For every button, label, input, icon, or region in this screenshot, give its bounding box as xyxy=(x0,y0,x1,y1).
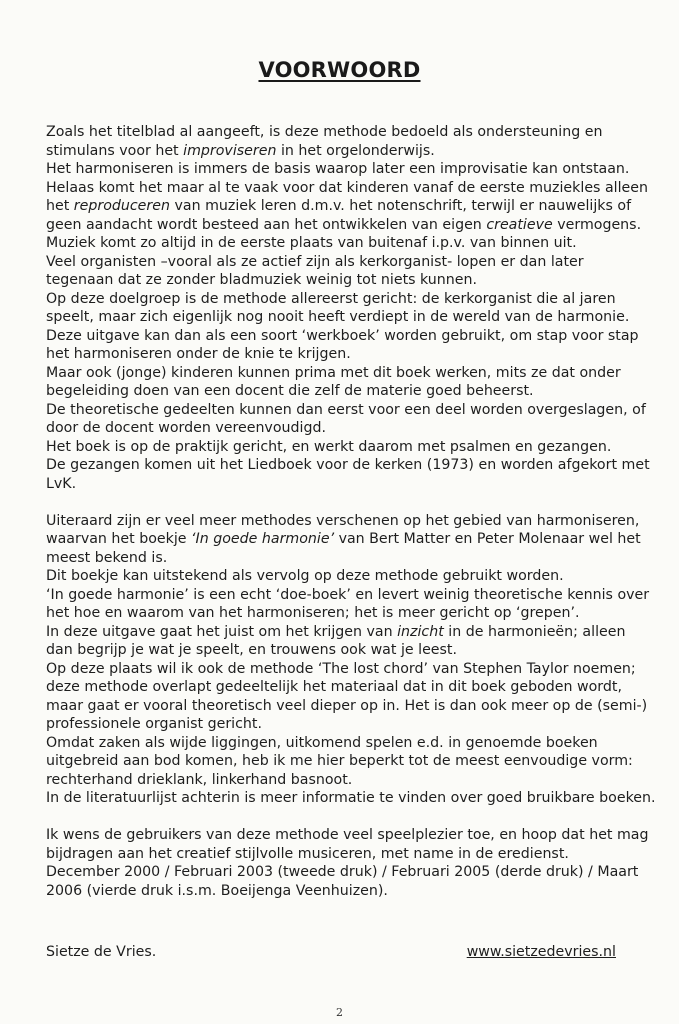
text-line: professionele organist gericht. xyxy=(46,716,262,732)
text-line: speelt, maar zich eigenlijk nog nooit heeft verdiept in de wereld van de harmonie. xyxy=(46,309,630,325)
text-line: het hoe en waarom van het harmoniseren; het is meer gericht op ‘grepen’. xyxy=(46,605,580,621)
text-line: meest bekend is. xyxy=(46,549,168,566)
paragraph-gap xyxy=(46,808,646,827)
paragraph-gap xyxy=(46,493,646,512)
text-line: LvK. xyxy=(46,475,77,492)
text-line: Deze uitgave kan dan als een soort ‘werkboek’ worden gebruikt, om stap voor stap xyxy=(46,327,639,344)
text-line: Uiteraard zijn er veel meer methodes verschenen op het gebied van harmoniseren, xyxy=(46,512,640,529)
text-line: uitgebreid aan bod komen, heb ik me hier beperkt tot de meest eenvoudige vorm: xyxy=(46,753,633,769)
paragraph xyxy=(46,123,650,493)
text-line: Omdat zaken als wijde liggingen, uitkomend spelen e.d. in genoemde boeken xyxy=(46,734,598,751)
emphasis: creatieve xyxy=(486,216,553,233)
text-line: Muziek komt zo altijd in de eerste plaats van buitenaf i.p.v. van binnen uit. xyxy=(46,235,577,251)
text-line: Op deze doelgroep is de methode allereerst gericht: de kerkorganist die al jaren xyxy=(46,290,616,307)
text-line: stimulans voor het improviseren in het orgelonderwijs. xyxy=(46,142,435,159)
text-line: 2006 (vierde druk i.s.m. Boeijenga Veenhuizen). xyxy=(46,882,388,899)
text-line: Het boek is op de praktijk gericht, en werkt daarom met psalmen en gezangen. xyxy=(46,438,612,455)
text-line: Dit boekje kan uitstekend als vervolg op deze methode gebruikt worden. xyxy=(46,568,564,584)
text-line: ‘In goede harmonie’ is een echt ‘doe-boek’ en levert weinig theoretische kennis over xyxy=(46,586,650,603)
text-line: rechterhand drieklank, linkerhand basnoot. xyxy=(46,771,353,788)
text-line: Helaas komt het maar al te vaak voor dat kinderen vanaf de eerste muziekles alleen xyxy=(46,179,648,196)
text-line: In deze uitgave gaat het juist om het krijgen van inzicht in de harmonieën; alleen xyxy=(46,623,626,640)
emphasis: ‘In goede harmonie’ xyxy=(191,531,335,547)
text-line: waarvan het boekje ‘In goede harmonie’ van Bert Matter en Peter Molenaar wel het xyxy=(46,531,641,547)
signature: Sietze de Vries. xyxy=(46,944,157,960)
emphasis: reproduceren xyxy=(73,198,170,214)
text-line: December 2000 / Februari 2003 (tweede druk) / Februari 2005 (derde druk) / Maart xyxy=(46,864,639,880)
text-line: Veel organisten –vooral als ze actief zijn als kerkorganist- lopen er dan later xyxy=(46,253,584,270)
text-line: het harmoniseren onder de knie te krijgen. xyxy=(46,346,351,362)
page-number: 2 xyxy=(336,1006,343,1019)
text-line: Het harmoniseren is immers de basis waarop later een improvisatie kan ontstaan. xyxy=(46,161,630,177)
emphasis: improviseren xyxy=(183,142,277,159)
text-line: bijdragen aan het creatief stijlvolle musiceren, met name in de eredienst. xyxy=(46,845,569,862)
website-link[interactable]: www.sietzedevries.nl xyxy=(466,944,616,960)
page-title: VOORWOORD xyxy=(258,58,421,82)
text-line: het reproduceren van muziek leren d.m.v. het notenschrift, terwijl er nauwelijks of xyxy=(46,198,632,214)
foreword-text xyxy=(46,123,656,900)
paragraph xyxy=(46,826,649,900)
text-line: De gezangen komen uit het Liedboek voor de kerken (1973) en worden afgekort met xyxy=(46,457,650,473)
text-line: tegenaan dat ze zonder bladmuziek weinig tot niets kunnen. xyxy=(46,272,478,288)
text-line: In de literatuurlijst achterin is meer informatie te vinden over goed bruikbare boeken. xyxy=(46,790,656,806)
text-line: begeleiding doen van een docent die zelf de materie goed beheerst. xyxy=(46,383,534,399)
text-line: deze methode overlapt gedeeltelijk het materiaal dat in dit boek geboden wordt, xyxy=(46,679,622,695)
paragraph xyxy=(46,512,656,808)
text-line: De theoretische gedeelten kunnen dan eerst voor een deel worden overgeslagen, of xyxy=(46,401,646,418)
text-line: Ik wens de gebruikers van deze methode veel speelplezier toe, en hoop dat het mag xyxy=(46,827,649,843)
text-line: Maar ook (jonge) kinderen kunnen prima met dit boek werken, mits ze dat onder xyxy=(46,364,621,381)
text-line: Zoals het titelblad al aangeeft, is deze methode bedoeld als ondersteuning en xyxy=(46,124,603,140)
emphasis: inzicht xyxy=(397,623,444,640)
text-line: dan begrijp je wat je speelt, en trouwens ook wat je leest. xyxy=(46,642,457,658)
text-line: door de docent worden vereenvoudigd. xyxy=(46,420,326,436)
text-line: Op deze plaats wil ik ook de methode ‘The lost chord’ van Stephen Taylor noemen; xyxy=(46,660,636,677)
text-line: geen aandacht wordt besteed aan het ontwikkelen van eigen creatieve vermogens. xyxy=(46,216,642,233)
text-line: maar gaat er vooral theoretisch veel dieper op in. Het is dan ook meer op de (semi-) xyxy=(46,697,648,714)
